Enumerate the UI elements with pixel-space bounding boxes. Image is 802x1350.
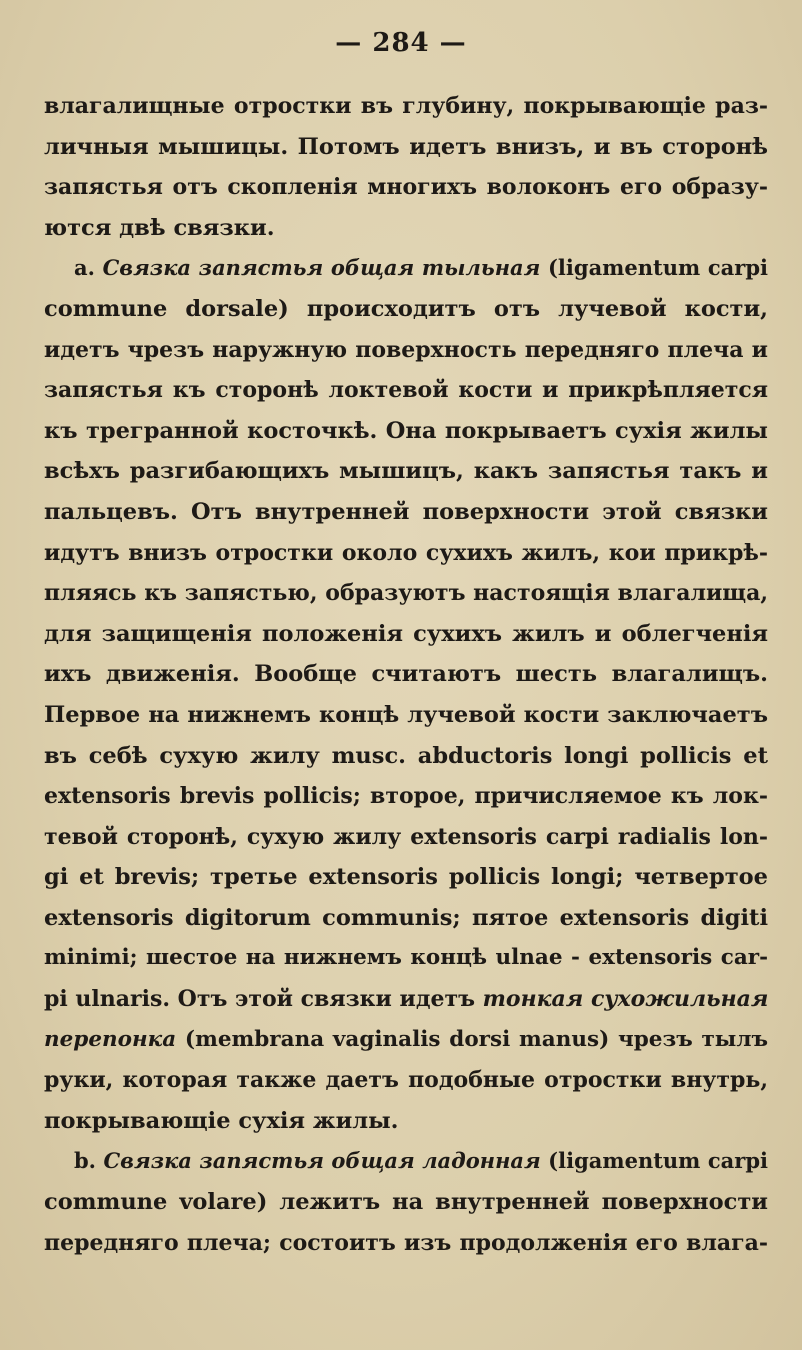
list-marker: a. <box>74 255 103 281</box>
text-line: extensoris digitorum communis; пятое extensoris digiti <box>44 904 768 931</box>
term-italic: тонкая сухожильная <box>482 986 768 1013</box>
text-line: Первое на нижнемъ концѣ лучевой кости заключаетъ <box>44 701 768 728</box>
text-line: пальцевъ. Отъ внутренней поверхности этой связки <box>44 498 768 525</box>
text-line: для защищенія положенія сухихъ жилъ и облегченія <box>44 620 768 647</box>
line-rest: (ligamentum carpi <box>540 255 768 281</box>
line-rest: (ligamentum carpi <box>540 1148 768 1174</box>
list-marker: b. <box>74 1148 104 1174</box>
paragraph-a-heading-line <box>44 248 768 289</box>
text-line: extensoris brevis pollicis; второе, причисляемое къ лок- <box>44 783 768 810</box>
text-line: ются двѣ связки. <box>44 214 275 241</box>
text-line: личныя мышицы. Потомъ идетъ внизъ, и въ сторонѣ <box>44 133 768 160</box>
text-line: тевой сторонѣ, сухую жилу extensoris carpi radialis lon- <box>44 823 768 850</box>
text-line: передняго плеча; состоитъ изъ продолженія его влага- <box>44 1229 768 1256</box>
term-italic: Связка запястья общая тыльная <box>102 255 541 281</box>
text-line: commune dorsale) происходитъ отъ лучевой кости, <box>44 295 768 322</box>
text-line: къ трегранной косточкѣ. Она покрываетъ сухія жилы <box>44 417 768 444</box>
text-line: идетъ чрезъ наружную поверхность передняго плеча и <box>44 336 768 363</box>
line-rest: (membrana vaginalis dorsi manus) чрезъ тылъ <box>176 1026 768 1052</box>
text-line: идутъ внизъ отростки около сухихъ жилъ, кои прикрѣ- <box>44 539 768 566</box>
text-line: gi et brevis; третье extensoris pollicis longi; четвертое <box>44 864 768 891</box>
text-line: покрывающіе сухія жилы. <box>44 1107 399 1134</box>
text-line: всѣхъ разгибающихъ мышицъ, какъ запястья такъ и <box>44 458 768 485</box>
text-line: commune volare) лежитъ на внутренней поверхности <box>44 1189 768 1216</box>
text-line: запястья къ сторонѣ локтевой кости и прикрѣпляется <box>44 377 768 404</box>
line-start: pi ulnaris. Отъ этой связки идетъ <box>44 986 483 1013</box>
text-line: ихъ движенія. Вообще считаютъ шесть влагалищъ. <box>44 661 768 688</box>
text-line: запястья отъ скопленія многихъ волоконъ его образу- <box>44 174 768 201</box>
text-line: minimi; шестое на нижнемъ концѣ ulnae - extensoris car- <box>44 945 768 971</box>
paragraph-b-heading-line <box>44 1141 768 1182</box>
text-line: влагалищные отростки въ глубину, покрывающіе раз- <box>44 93 768 119</box>
page-number: — 284 — <box>335 28 467 58</box>
term-italic: перепонка <box>44 1026 177 1052</box>
text-line-with-italic <box>44 1020 768 1061</box>
body-text <box>44 86 768 1263</box>
term-italic: Связка запястья общая ладонная <box>103 1148 541 1174</box>
text-line: въ себѣ сухую жилу musc. abductoris longi pollicis et <box>44 742 768 769</box>
text-line-with-italic <box>44 979 768 1020</box>
text-line: руки, которая также даетъ подобные отростки внутрь, <box>44 1067 768 1094</box>
text-line: пляясь къ запястью, образуютъ настоящія влагалища, <box>44 580 768 607</box>
